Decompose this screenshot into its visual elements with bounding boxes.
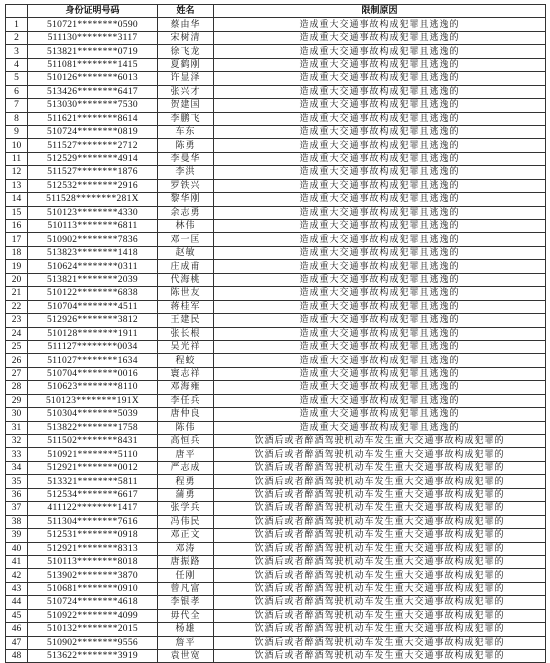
row-reason: 造成重大交通事故构成犯罪且逃逸的 [214,152,546,165]
row-reason: 造成重大交通事故构成犯罪且逃逸的 [214,31,546,44]
row-reason: 饮酒后或者醉酒驾驶机动车发生重大交通事故构成犯罪的 [214,515,546,528]
row-reason: 饮酒后或者醉酒驾驶机动车发生重大交通事故构成犯罪的 [214,636,546,649]
row-reason: 造成重大交通事故构成犯罪且逃逸的 [214,193,546,206]
row-id-number: 513823********1418 [28,246,158,259]
row-seq-number: 7 [6,99,28,112]
row-seq-number: 26 [6,354,28,367]
row-name: 庄成甫 [158,260,214,273]
row-id-number: 512921********8313 [28,542,158,555]
row-id-number: 510113********6811 [28,220,158,233]
row-reason: 饮酒后或者醉酒驾驶机动车发生重大交通事故构成犯罪的 [214,609,546,622]
row-reason: 造成重大交通事故构成犯罪且逃逸的 [214,421,546,434]
row-name: 詹平 [158,636,214,649]
row-reason: 饮酒后或者醉酒驾驶机动车发生重大交通事故构成犯罪的 [214,582,546,595]
row-name: 代海桃 [158,273,214,286]
table-row [6,327,546,340]
row-id-number: 511130********3117 [28,31,158,44]
header-reason: 限制原因 [214,5,546,18]
row-id-number: 513321********5811 [28,475,158,488]
row-reason: 造成重大交通事故构成犯罪且逃逸的 [214,327,546,340]
row-name: 李曼华 [158,152,214,165]
row-id-number: 511304********7616 [28,515,158,528]
row-id-number: 510123********4330 [28,206,158,219]
row-name: 蒲勇 [158,488,214,501]
row-id-number: 512926********3812 [28,314,158,327]
row-id-number: 512921********0012 [28,461,158,474]
row-reason: 造成重大交通事故构成犯罪且逃逸的 [214,166,546,179]
row-reason: 造成重大交通事故构成犯罪且逃逸的 [214,233,546,246]
restriction-table [5,4,546,663]
table-row [6,125,546,138]
row-name: 张学兵 [158,502,214,515]
table-row [6,260,546,273]
row-reason: 造成重大交通事故构成犯罪且逃逸的 [214,125,546,138]
table-row [6,31,546,44]
row-reason: 饮酒后或者醉酒驾驶机动车发生重大交通事故构成犯罪的 [214,448,546,461]
table-row [6,18,546,31]
table-row [6,488,546,501]
table-row [6,515,546,528]
table-row [6,448,546,461]
row-seq-number: 33 [6,448,28,461]
table-row [6,139,546,152]
row-seq-number: 41 [6,555,28,568]
table-row [6,193,546,206]
row-name: 张长根 [158,327,214,340]
row-reason: 饮酒后或者醉酒驾驶机动车发生重大交通事故构成犯罪的 [214,435,546,448]
row-id-number: 513426********6417 [28,85,158,98]
row-name: 车东 [158,125,214,138]
row-seq-number: 25 [6,340,28,353]
row-id-number: 512529********4914 [28,152,158,165]
row-name: 严志成 [158,461,214,474]
row-name: 贺建国 [158,99,214,112]
header-id-number: 身份证明号码 [28,5,158,18]
row-id-number: 512534********6617 [28,488,158,501]
row-name: 陈世友 [158,287,214,300]
row-seq-number: 28 [6,381,28,394]
table-row [6,529,546,542]
row-reason: 造成重大交通事故构成犯罪且逃逸的 [214,394,546,407]
row-reason: 饮酒后或者醉酒驾驶机动车发生重大交通事故构成犯罪的 [214,650,546,663]
header-seq [6,5,28,18]
row-id-number: 510128********1911 [28,327,158,340]
row-id-number: 510721********0590 [28,18,158,31]
table-row [6,72,546,85]
row-reason: 造成重大交通事故构成犯罪且逃逸的 [214,112,546,125]
table-row [6,300,546,313]
row-reason: 造成重大交通事故构成犯罪且逃逸的 [214,408,546,421]
row-id-number: 513622********3919 [28,650,158,663]
row-name: 黎华刚 [158,193,214,206]
row-reason: 造成重大交通事故构成犯罪且逃逸的 [214,18,546,31]
row-id-number: 510122********6838 [28,287,158,300]
row-name: 陈伟 [158,421,214,434]
row-seq-number: 15 [6,206,28,219]
table-row [6,45,546,58]
row-id-number: 510623********8110 [28,381,158,394]
row-reason: 造成重大交通事故构成犯罪且逃逸的 [214,273,546,286]
row-reason: 造成重大交通事故构成犯罪且逃逸的 [214,206,546,219]
row-id-number: 510624********0311 [28,260,158,273]
row-reason: 造成重大交通事故构成犯罪且逃逸的 [214,220,546,233]
table-row [6,166,546,179]
row-id-number: 510113********8018 [28,555,158,568]
row-name: 邓一匡 [158,233,214,246]
row-name: 寰志祥 [158,367,214,380]
row-name: 冯伟民 [158,515,214,528]
table-row [6,233,546,246]
table-row [6,273,546,286]
row-name: 唐仲良 [158,408,214,421]
row-id-number: 511127********0034 [28,340,158,353]
row-name: 赵敏 [158,246,214,259]
table-row [6,636,546,649]
row-id-number: 511081********1415 [28,58,158,71]
row-seq-number: 37 [6,502,28,515]
table-row [6,650,546,663]
row-seq-number: 21 [6,287,28,300]
row-reason: 饮酒后或者醉酒驾驶机动车发生重大交通事故构成犯罪的 [214,529,546,542]
row-seq-number: 18 [6,246,28,259]
row-seq-number: 40 [6,542,28,555]
row-seq-number: 48 [6,650,28,663]
row-seq-number: 10 [6,139,28,152]
row-reason: 造成重大交通事故构成犯罪且逃逸的 [214,99,546,112]
header-name: 姓名 [158,5,214,18]
row-id-number: 510704********0016 [28,367,158,380]
row-id-number: 510681********0910 [28,582,158,595]
row-reason: 造成重大交通事故构成犯罪且逃逸的 [214,260,546,273]
row-seq-number: 8 [6,112,28,125]
row-name: 李银孝 [158,596,214,609]
row-id-number: 510724********4618 [28,596,158,609]
row-id-number: 411122********1417 [28,502,158,515]
row-name: 夏鹤刚 [158,58,214,71]
row-reason: 饮酒后或者醉酒驾驶机动车发生重大交通事故构成犯罪的 [214,542,546,555]
row-name: 蒋桂军 [158,300,214,313]
row-seq-number: 31 [6,421,28,434]
header-row [6,5,546,18]
row-id-number: 511528********281X [28,193,158,206]
row-name: 杨雄 [158,623,214,636]
row-name: 邓正文 [158,529,214,542]
row-id-number: 511621********8614 [28,112,158,125]
row-seq-number: 11 [6,152,28,165]
row-seq-number: 6 [6,85,28,98]
row-name: 李鹏飞 [158,112,214,125]
row-seq-number: 47 [6,636,28,649]
row-reason: 造成重大交通事故构成犯罪且逃逸的 [214,139,546,152]
table-row [6,502,546,515]
table-header [6,5,546,18]
row-reason: 饮酒后或者醉酒驾驶机动车发生重大交通事故构成犯罪的 [214,623,546,636]
row-seq-number: 12 [6,166,28,179]
row-name: 许显泽 [158,72,214,85]
row-seq-number: 44 [6,596,28,609]
row-id-number: 510126********6013 [28,72,158,85]
row-id-number: 513821********2039 [28,273,158,286]
row-seq-number: 22 [6,300,28,313]
row-seq-number: 20 [6,273,28,286]
row-seq-number: 13 [6,179,28,192]
row-reason: 饮酒后或者醉酒驾驶机动车发生重大交通事故构成犯罪的 [214,461,546,474]
row-reason: 造成重大交通事故构成犯罪且逃逸的 [214,287,546,300]
row-name: 余志勇 [158,206,214,219]
row-reason: 造成重大交通事故构成犯罪且逃逸的 [214,85,546,98]
row-seq-number: 5 [6,72,28,85]
row-name: 程蛟 [158,354,214,367]
row-id-number: 510123********191X [28,394,158,407]
row-id-number: 510724********0819 [28,125,158,138]
row-id-number: 513902********3870 [28,569,158,582]
row-id-number: 513822********1758 [28,421,158,434]
row-id-number: 510132********2015 [28,623,158,636]
row-seq-number: 36 [6,488,28,501]
row-seq-number: 4 [6,58,28,71]
row-seq-number: 38 [6,515,28,528]
table-row [6,367,546,380]
row-seq-number: 19 [6,260,28,273]
table-row [6,246,546,259]
row-reason: 饮酒后或者醉酒驾驶机动车发生重大交通事故构成犯罪的 [214,502,546,515]
row-reason: 造成重大交通事故构成犯罪且逃逸的 [214,354,546,367]
table-row [6,206,546,219]
row-id-number: 511527********1876 [28,166,158,179]
row-name: 林伟 [158,220,214,233]
row-name: 毋代全 [158,609,214,622]
table-row [6,542,546,555]
table-row [6,609,546,622]
row-reason: 造成重大交通事故构成犯罪且逃逸的 [214,179,546,192]
row-name: 徐飞龙 [158,45,214,58]
row-seq-number: 45 [6,609,28,622]
row-id-number: 510902********9556 [28,636,158,649]
row-reason: 造成重大交通事故构成犯罪且逃逸的 [214,45,546,58]
row-name: 宋树清 [158,31,214,44]
row-id-number: 510922********4099 [28,609,158,622]
table-row [6,112,546,125]
table-row [6,287,546,300]
row-id-number: 513030********7530 [28,99,158,112]
row-id-number: 510304********5039 [28,408,158,421]
row-seq-number: 16 [6,220,28,233]
table-row [6,475,546,488]
row-seq-number: 39 [6,529,28,542]
row-id-number: 510704********4511 [28,300,158,313]
table-row [6,569,546,582]
table-row [6,220,546,233]
row-reason: 饮酒后或者醉酒驾驶机动车发生重大交通事故构成犯罪的 [214,569,546,582]
table-row [6,179,546,192]
row-reason: 饮酒后或者醉酒驾驶机动车发生重大交通事故构成犯罪的 [214,555,546,568]
row-id-number: 511502********8431 [28,435,158,448]
row-seq-number: 23 [6,314,28,327]
row-name: 罗铁兴 [158,179,214,192]
row-reason: 造成重大交通事故构成犯罪且逃逸的 [214,72,546,85]
row-name: 高恒兵 [158,435,214,448]
table-row [6,354,546,367]
row-reason: 饮酒后或者醉酒驾驶机动车发生重大交通事故构成犯罪的 [214,475,546,488]
row-seq-number: 43 [6,582,28,595]
row-name: 李任兵 [158,394,214,407]
row-reason: 造成重大交通事故构成犯罪且逃逸的 [214,340,546,353]
row-id-number: 512531********0918 [28,529,158,542]
row-id-number: 512532********2916 [28,179,158,192]
row-seq-number: 1 [6,18,28,31]
row-name: 陈勇 [158,139,214,152]
row-name: 吴光祥 [158,340,214,353]
row-name: 邓海雍 [158,381,214,394]
row-id-number: 513821********0719 [28,45,158,58]
table-row [6,314,546,327]
row-name: 张兴才 [158,85,214,98]
row-seq-number: 27 [6,367,28,380]
table-row [6,623,546,636]
row-name: 唐振路 [158,555,214,568]
row-name: 曾凡富 [158,582,214,595]
row-name: 蔡由华 [158,18,214,31]
table-row [6,408,546,421]
table-row [6,394,546,407]
table-row [6,435,546,448]
row-reason: 造成重大交通事故构成犯罪且逃逸的 [214,246,546,259]
row-seq-number: 42 [6,569,28,582]
row-name: 程勇 [158,475,214,488]
row-name: 袁世宽 [158,650,214,663]
row-id-number: 511527********2712 [28,139,158,152]
row-reason: 造成重大交通事故构成犯罪且逃逸的 [214,314,546,327]
row-reason: 造成重大交通事故构成犯罪且逃逸的 [214,300,546,313]
table-body [6,18,546,663]
row-id-number: 511027********1634 [28,354,158,367]
row-reason: 饮酒后或者醉酒驾驶机动车发生重大交通事故构成犯罪的 [214,596,546,609]
table-row [6,582,546,595]
row-seq-number: 34 [6,461,28,474]
row-name: 王建民 [158,314,214,327]
row-seq-number: 17 [6,233,28,246]
table-row [6,421,546,434]
row-name: 李洪 [158,166,214,179]
row-name: 邓涛 [158,542,214,555]
table-row [6,85,546,98]
row-seq-number: 35 [6,475,28,488]
table-row [6,555,546,568]
row-seq-number: 14 [6,193,28,206]
row-seq-number: 3 [6,45,28,58]
table-row [6,461,546,474]
row-seq-number: 30 [6,408,28,421]
table-row [6,381,546,394]
table-row [6,152,546,165]
table-row [6,99,546,112]
row-seq-number: 29 [6,394,28,407]
row-reason: 造成重大交通事故构成犯罪且逃逸的 [214,381,546,394]
row-id-number: 510921********5110 [28,448,158,461]
table-row [6,58,546,71]
row-id-number: 510902********7836 [28,233,158,246]
row-seq-number: 46 [6,623,28,636]
row-seq-number: 24 [6,327,28,340]
row-reason: 造成重大交通事故构成犯罪且逃逸的 [214,58,546,71]
row-seq-number: 9 [6,125,28,138]
row-seq-number: 2 [6,31,28,44]
row-reason: 饮酒后或者醉酒驾驶机动车发生重大交通事故构成犯罪的 [214,488,546,501]
table-row [6,340,546,353]
row-name: 任刚 [158,569,214,582]
table-row [6,596,546,609]
row-name: 唐平 [158,448,214,461]
row-reason: 造成重大交通事故构成犯罪且逃逸的 [214,367,546,380]
row-seq-number: 32 [6,435,28,448]
